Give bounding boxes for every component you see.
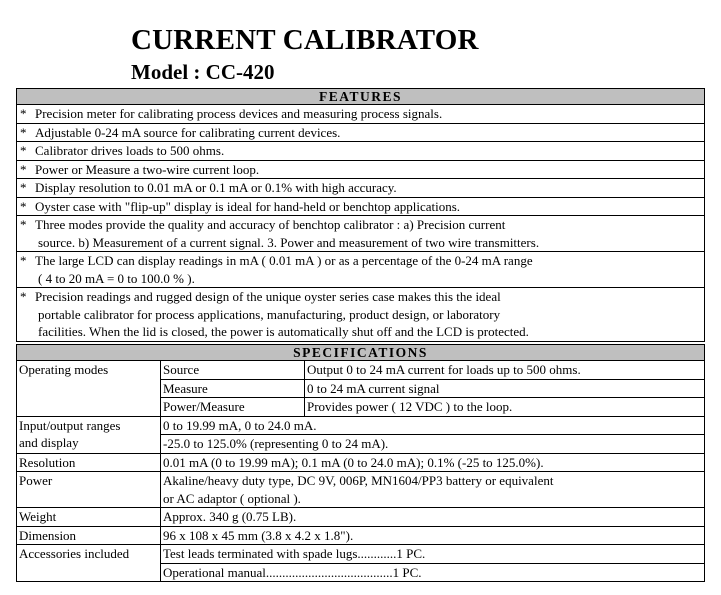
spec-mode-source-desc: Output 0 to 24 mA current for loads up to 500 ohms.	[305, 361, 705, 380]
accessory-item: Test leads terminated with spade lugs............1 PC.	[161, 545, 704, 564]
spec-value-power-line: Akaline/heavy duty type, DC 9V, 006P, MN1604/PP3 battery or equivalent	[163, 473, 554, 488]
feature-line: facilities. When the lid is closed, the power is automatically shut off and the LCD is protected.	[38, 324, 529, 339]
spec-mode-power-measure-desc: Provides power ( 12 VDC ) to the loop.	[305, 398, 705, 417]
feature-line: Display resolution to 0.01 mA or 0.1 mA or 0.1% with high accuracy.	[35, 180, 397, 195]
feature-row	[17, 197, 705, 216]
spec-row-dimension	[17, 526, 705, 545]
spec-label-ranges-line: Input/output ranges	[19, 417, 121, 433]
spec-value-ranges	[161, 416, 705, 453]
spec-value-resolution: 0.01 mA (0 to 19.99 mA); 0.1 mA (0 to 24.0 mA); 0.1% (-25 to 125.0%).	[161, 453, 705, 472]
feature-row	[17, 179, 705, 198]
spec-row-ranges	[17, 416, 705, 453]
spec-mode-measure: Measure	[161, 379, 305, 398]
spec-value-power	[161, 472, 705, 508]
feature-line: Three modes provide the quality and accuracy of benchtop calibrator : a) Precision current	[35, 217, 506, 232]
specifications-heading: SPECIFICATIONS	[17, 345, 705, 361]
spec-row-power	[17, 472, 705, 508]
feature-text	[33, 252, 705, 288]
feature-text	[33, 197, 705, 216]
feature-row	[17, 105, 705, 124]
feature-text	[33, 123, 705, 142]
feature-row	[17, 252, 705, 288]
feature-line: portable calibrator for process applications, manufacturing, product design, or laboratory	[38, 306, 501, 322]
feature-line: The large LCD can display readings in mA ( 0.01 mA ) or as a percentage of the 0-24 mA range	[35, 253, 533, 268]
spec-label-weight: Weight	[17, 508, 161, 527]
feature-row	[17, 142, 705, 161]
spec-label-operating-modes: Operating modes	[17, 361, 161, 417]
accessory-item: Operational manual.......................................1 PC.	[163, 564, 422, 580]
spec-label-accessories: Accessories included	[17, 545, 161, 582]
feature-bullet: *	[17, 216, 34, 252]
feature-text	[33, 160, 705, 179]
feature-bullet: *	[17, 288, 34, 342]
feature-line: Adjustable 0-24 mA source for calibrating current devices.	[35, 124, 341, 140]
features-table	[16, 88, 705, 342]
model-number: Model : CC-420	[131, 60, 275, 84]
feature-bullet: *	[17, 123, 34, 142]
feature-bullet: *	[17, 179, 34, 198]
feature-text	[33, 288, 705, 342]
spec-value-dimension: 96 x 108 x 45 mm (3.8 x 4.2 x 1.8").	[161, 526, 705, 545]
feature-line: Oyster case with "flip-up" display is ideal for hand-held or benchtop applications.	[35, 198, 461, 214]
specifications-table	[16, 344, 705, 582]
spec-row-resolution	[17, 453, 705, 472]
feature-text	[33, 216, 705, 252]
feature-text	[33, 105, 705, 124]
features-heading: FEATURES	[17, 89, 705, 105]
spec-value-ranges-line: 0 to 19.99 mA, 0 to 24.0 mA.	[161, 417, 704, 436]
feature-row	[17, 288, 705, 342]
spec-label-ranges	[17, 416, 161, 453]
spec-label-resolution: Resolution	[17, 453, 161, 472]
features-header-row	[17, 89, 705, 105]
spec-label-dimension: Dimension	[17, 526, 161, 545]
spec-row-weight	[17, 508, 705, 527]
feature-line: source. b) Measurement of a current signal. 3. Power and measurement of two wire transmitters.	[38, 234, 540, 250]
spec-value-accessories	[161, 545, 705, 582]
feature-row	[17, 216, 705, 252]
feature-line: Precision readings and rugged design of the unique oyster series case makes this the ideal	[35, 289, 501, 304]
feature-line: Power or Measure a two-wire current loop.	[35, 161, 260, 177]
spec-value-power-line: or AC adaptor ( optional ).	[163, 490, 301, 506]
spec-value-weight: Approx. 340 g (0.75 LB).	[161, 508, 705, 527]
spec-row-operating-modes	[17, 361, 705, 380]
feature-bullet: *	[17, 160, 34, 179]
spec-mode-measure-desc: 0 to 24 mA current signal	[305, 379, 705, 398]
spec-value-ranges-line: -25.0 to 125.0% (representing 0 to 24 mA).	[163, 436, 389, 451]
feature-line: Precision meter for calibrating process devices and measuring process signals.	[35, 106, 443, 121]
feature-bullet: *	[17, 105, 34, 124]
feature-row	[17, 160, 705, 179]
spec-mode-power-measure: Power/Measure	[161, 398, 305, 417]
feature-bullet: *	[17, 197, 34, 216]
feature-line: Calibrator drives loads to 500 ohms.	[35, 143, 225, 158]
specifications-header-row	[17, 345, 705, 361]
spec-row-accessories	[17, 545, 705, 582]
spec-label-power: Power	[17, 472, 161, 508]
spec-label-ranges-line: and display	[19, 435, 79, 450]
feature-line: ( 4 to 20 mA = 0 to 100.0 % ).	[38, 270, 195, 286]
feature-row	[17, 123, 705, 142]
feature-bullet: *	[17, 252, 34, 288]
feature-text	[33, 179, 705, 198]
spec-mode-source: Source	[161, 361, 305, 380]
feature-text	[33, 142, 705, 161]
feature-bullet: *	[17, 142, 34, 161]
page-title: CURRENT CALIBRATOR	[131, 24, 479, 56]
